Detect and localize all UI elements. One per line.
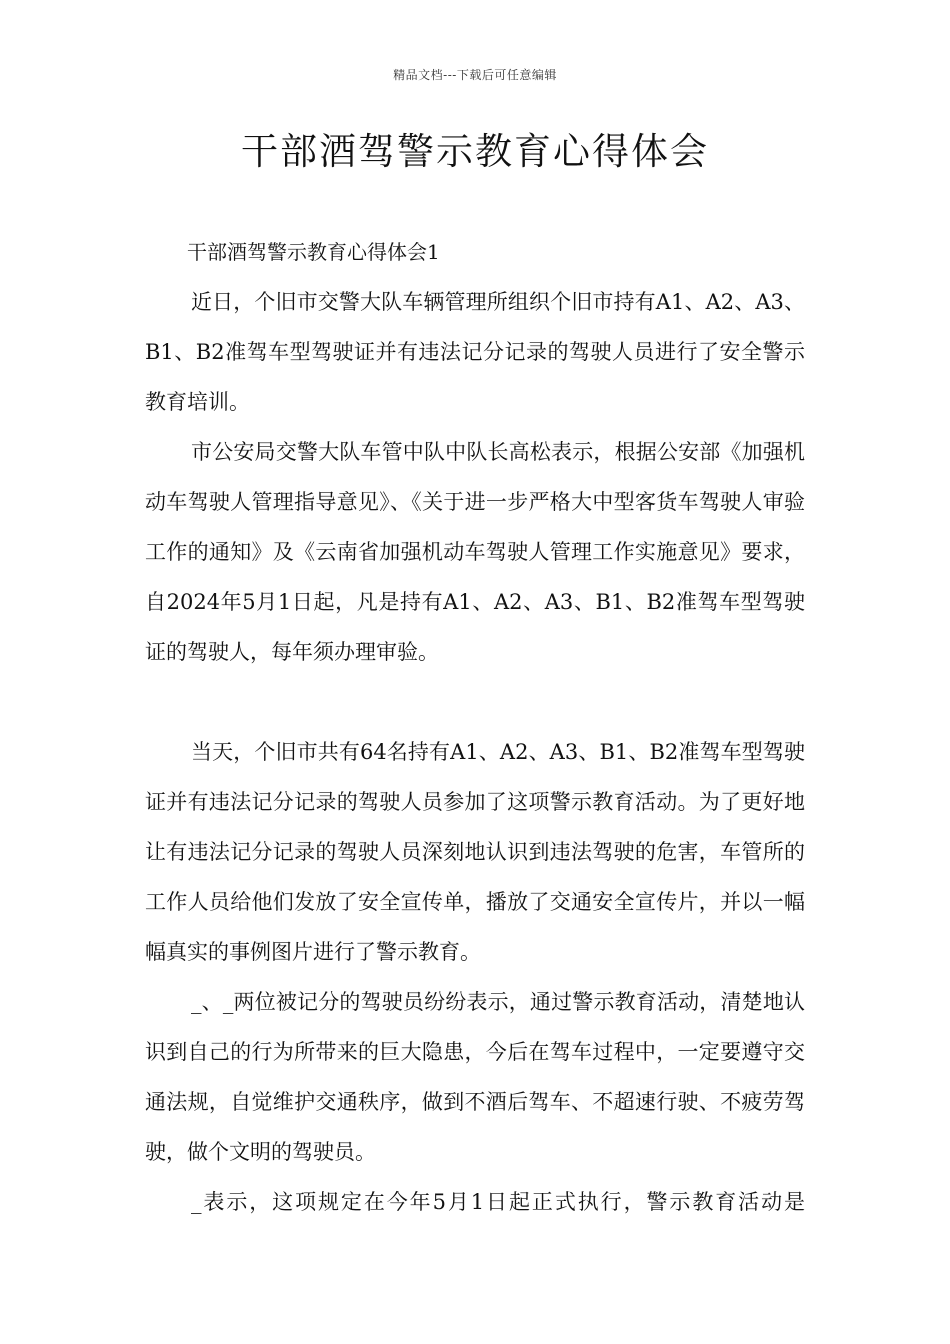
paragraph-4: _、_两位被记分的驾驶员纷纷表示，通过警示教育活动，清楚地认识到自己的行为所带来的巨大隐患，今后在驾车过程中，一定要遵守交通法规，自觉维护交通秩序，做到不酒后驾车、不超速行驶、不疲劳驾驶，做个文明的驾驶员。: [145, 990, 805, 1164]
paragraph-gap: [145, 677, 805, 727]
paragraph-3: 当天，个旧市共有64名持有A1、A2、A3、B1、B2准驾车型驾驶证并有违法记分记录的驾驶人员参加了这项警示教育活动。为了更好地让有违法记分记录的驾驶人员深刻地认识到违法驾驶的危害，车管所的工作人员给他们发放了安全宣传单，播放了交通安全宣传片，并以一幅幅真实的事例图片进行了警示教育。: [145, 740, 805, 964]
document-title: 干部酒驾警示教育心得体会: [241, 130, 709, 173]
header-note: 精品文档---下载后可任意编辑: [393, 68, 557, 82]
paragraph-1: 近日，个旧市交警大队车辆管理所组织个旧市持有A1、A2、A3、B1、B2准驾车型驾驶证并有违法记分记录的驾驶人员进行了安全警示教育培训。: [145, 290, 805, 414]
section-subtitle: 干部酒驾警示教育心得体会1: [187, 240, 440, 264]
paragraph-5: _表示，这项规定在今年5月1日起正式执行，警示教育活动是: [191, 1190, 805, 1214]
paragraph-2: 市公安局交警大队车管中队中队长高松表示，根据公安部《加强机动车驾驶人管理指导意见》、《关于进一步严格大中型客货车驾驶人审验工作的通知》及《云南省加强机动车驾驶人管理工作实施意见》要求，自2024年5月1日起，凡是持有A1、A2、A3、B1、B2准驾车型驾驶证的驾驶人，每年须办理审验。: [145, 440, 805, 664]
document-body: [145, 227, 805, 1227]
